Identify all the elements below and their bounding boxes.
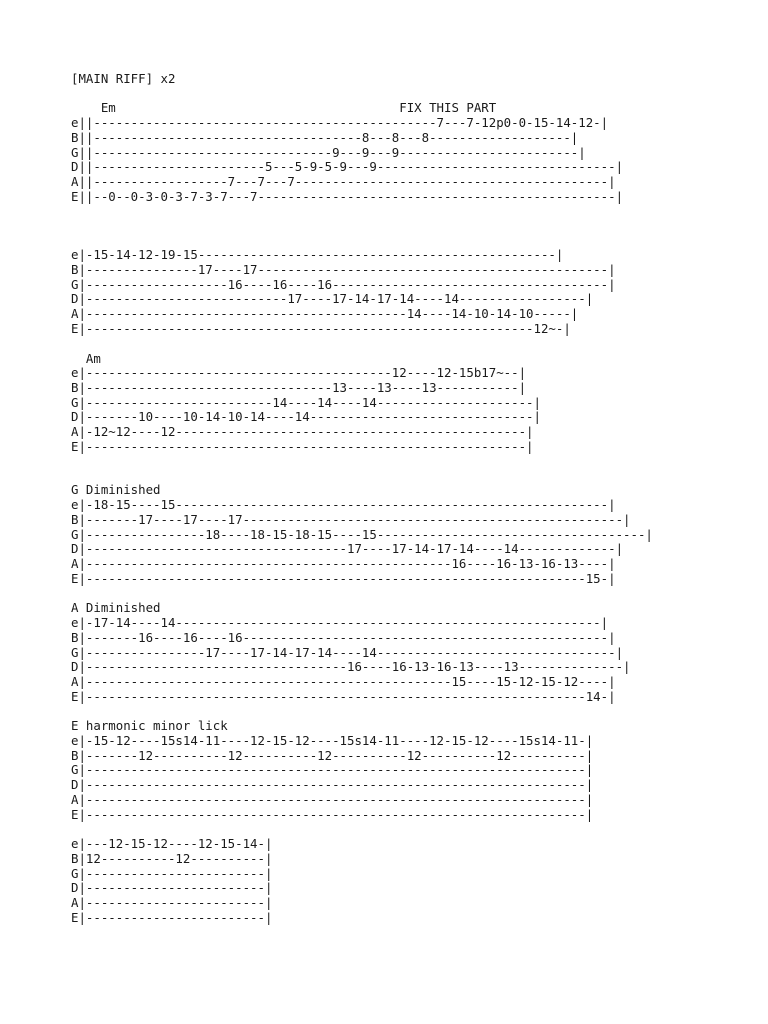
e-harmonic-minor-lick-tab: E harmonic minor lick e|-15-12----15s14-11----12-15-12----15s14-11----12-15-12----15s14-11-| B|-------12----------12----------12----------12----------12----------| G|-------------------------------------------------------------------| D|-------------------------------------------------------------------| A|-------------------------------------------------------------------| E|-------------------------------------------------------------------|	[71, 718, 594, 822]
final-lick-tab: e|---12-15-12----12-15-14-| B|12----------12----------| G|------------------------| D|------------------------| A|------------------------| E|------------------------|	[71, 836, 273, 925]
riff-continuation-tab: e|-15-14-12-19-15------------------------------------------------| B|---------------17----17-----------------------------------------------| G|-------------------16----16----16-------------------------------------| D|---------------------------17----17-14-17-14----14-----------------| A|-------------------------------------------14----14-10-14-10-----| E|------------------------------------------------------------12~-|	[71, 247, 616, 336]
main-riff-tab: [MAIN RIFF] x2 Em FIX THIS PART e||----------------------------------------------7---7-12p0-0-15-14-12-| B||------------------------------------8---8---8-------------------| G||--------------------------------9---9---9------------------------| D||-----------------------5---5-9-5-9---9--------------------------------| A||------------------7---7---7------------------------------------------| E||--0--0-3-0-3-7-3-7---7------------------------------------------------|	[71, 71, 624, 204]
am-section-tab: Am e|-----------------------------------------12----12-15b17~--| B|---------------------------------13----13----13-----------| G|-------------------------14----14----14---------------------| D|-------10----10-14-10-14----14------------------------------| A|-12~12----12-----------------------------------------------| E|-----------------------------------------------------------|	[71, 350, 541, 454]
g-diminished-tab: G Diminished e|-18-15----15----------------------------------------------------------| B|-------17----17----17---------------------------------------------------| G|----------------18----18-15-18-15----15------------------------------------| D|-----------------------------------17----17-14-17-14----14-------------| A|-------------------------------------------------16----16-13-16-13----| E|-------------------------------------------------------------------15-|	[71, 482, 653, 586]
tab-document	[71, 72, 761, 925]
a-diminished-tab: A Diminished e|-17-14----14---------------------------------------------------------| B|-------16----16----16-------------------------------------------------| G|----------------17----17-14-17-14----14--------------------------------| D|-----------------------------------16----16-13-16-13----13--------------| A|-------------------------------------------------15----15-12-15-12----| E|-------------------------------------------------------------------14-|	[71, 600, 631, 704]
